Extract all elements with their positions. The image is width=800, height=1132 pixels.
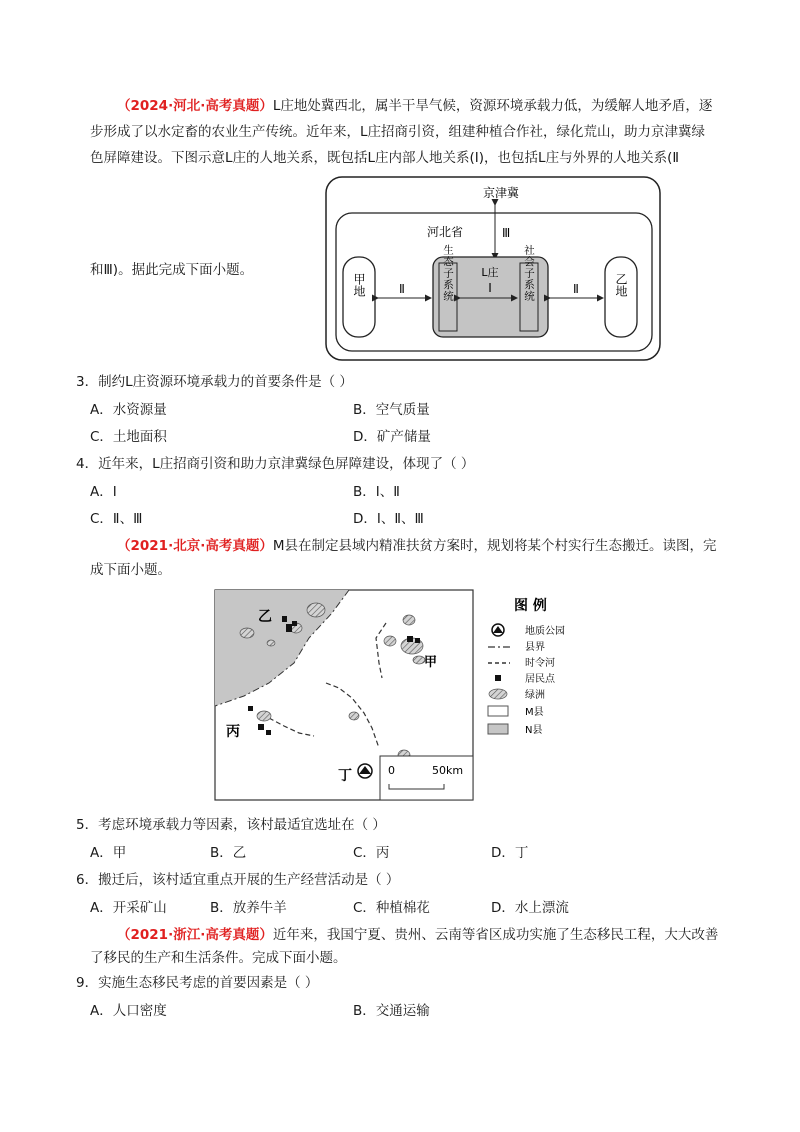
q6-option-a[interactable]: A．开采矿山 <box>90 900 167 916</box>
place-yi: 乙 <box>258 609 272 625</box>
yi-label: 乙地 <box>614 273 628 297</box>
legend-county-border: 县界 <box>525 642 545 653</box>
q5-stem: 5．考虑环境承载力等因素，该村最适宜选址在（ ） <box>76 817 386 833</box>
scale-km: 50km <box>432 764 464 777</box>
source-tag: （2024·河北·高考真题） <box>117 98 273 114</box>
q4-option-b[interactable]: B．Ⅰ、Ⅱ <box>353 484 400 500</box>
q4-option-d[interactable]: D．Ⅰ、Ⅱ、Ⅲ <box>353 511 424 527</box>
q6-option-d[interactable]: D．水上漂流 <box>491 900 569 916</box>
q5-option-c[interactable]: C．丙 <box>353 845 390 861</box>
legend-seasonal-river: 时令河 <box>525 658 555 669</box>
q4-stem: 4．近年来，L庄招商引资和助力京津冀绿色屏障建设，体现了（ ） <box>76 456 475 472</box>
passage1-line1: （2024·河北·高考真题）L庄地处冀西北，属半干旱气候，资源环境承载力低，为缓解人地矛盾，逐 <box>117 98 713 114</box>
q3-option-a[interactable]: A．水资源量 <box>90 402 167 418</box>
label-ii-left: Ⅱ <box>399 282 405 296</box>
q3-option-d[interactable]: D．矿产储量 <box>353 429 431 445</box>
place-ding: 丁 <box>338 768 352 784</box>
place-bing: 丙 <box>226 724 240 740</box>
province-label: 河北省 <box>426 225 464 239</box>
q4-option-a[interactable]: A．Ⅰ <box>90 484 117 500</box>
passage1-line3: 色屏障建设。下图示意L庄的人地关系，既包括L庄内部人地关系(Ⅰ)，也包括L庄与外界的人地关系(Ⅱ <box>90 150 679 166</box>
jia-box <box>343 257 375 337</box>
q3-option-b[interactable]: B．空气质量 <box>353 402 430 418</box>
q5-option-d[interactable]: D．丁 <box>491 845 529 861</box>
q9-stem: 9．实施生态移民考虑的首要因素是（ ） <box>76 975 319 991</box>
scale-zero: 0 <box>388 764 395 777</box>
lz-label: L庄 <box>481 266 499 279</box>
place-jia: 甲 <box>424 655 438 670</box>
legend-settlement: 居民点 <box>525 674 555 685</box>
source-tag: （2021·浙江·高考真题） <box>117 927 273 943</box>
q9-option-a[interactable]: A．人口密度 <box>90 1003 167 1019</box>
passage3-line2: 了移民的生产和生活条件。完成下面小题。 <box>90 950 347 966</box>
legend-n-county: N县 <box>525 725 543 736</box>
passage2-line2: 成下面小题。 <box>90 562 171 578</box>
legend-title: 图 例 <box>514 598 547 614</box>
label-iii: Ⅲ <box>502 226 511 240</box>
county-map <box>214 588 594 803</box>
passage3-line1: （2021·浙江·高考真题）近年来，我国宁夏、贵州、云南等省区成功实施了生态移民工程，大大改善 <box>117 927 719 943</box>
q5-option-a[interactable]: A．甲 <box>90 845 127 861</box>
passage1-line2: 步形成了以水定畜的农业生产传统。近年来，L庄招商引资，组建种植合作社，绿化荒山，助力京津冀绿 <box>90 124 706 140</box>
legend-m-county: M县 <box>525 707 544 718</box>
yi-box <box>605 257 637 337</box>
legend-oasis: 绿洲 <box>525 690 545 701</box>
q3-stem: 3．制约L庄资源环境承载力的首要条件是（ ） <box>76 374 353 390</box>
jjj-label: 京津冀 <box>482 186 520 200</box>
jia-label: 甲地 <box>352 273 366 297</box>
passage1-line4: 和Ⅲ)。据此完成下面小题。 <box>90 262 254 278</box>
label-ii-right: Ⅱ <box>573 282 579 296</box>
label-i: Ⅰ <box>488 281 492 295</box>
q4-option-c[interactable]: C．Ⅱ、Ⅲ <box>90 511 143 527</box>
q3-option-c[interactable]: C．土地面积 <box>90 429 167 445</box>
scale-box <box>380 756 473 800</box>
q5-option-b[interactable]: B．乙 <box>210 845 247 861</box>
q6-option-b[interactable]: B．放养牛羊 <box>210 900 287 916</box>
eco-subsystem-label: 生态子系统 <box>442 244 454 302</box>
q6-stem: 6．搬迁后，该村适宜重点开展的生产经营活动是（ ） <box>76 872 400 888</box>
q9-option-b[interactable]: B．交通运输 <box>353 1003 430 1019</box>
human-land-diagram <box>323 175 663 365</box>
q6-option-c[interactable]: C．种植棉花 <box>353 900 430 916</box>
passage2-line1: （2021·北京·高考真题）M县在制定县域内精准扶贫方案时，规划将某个村实行生态搬迁。读图，完 <box>117 538 717 554</box>
social-subsystem-label: 社会子系统 <box>523 244 535 302</box>
source-tag: （2021·北京·高考真题） <box>117 538 273 554</box>
legend-geopark: 地质公园 <box>525 626 565 637</box>
